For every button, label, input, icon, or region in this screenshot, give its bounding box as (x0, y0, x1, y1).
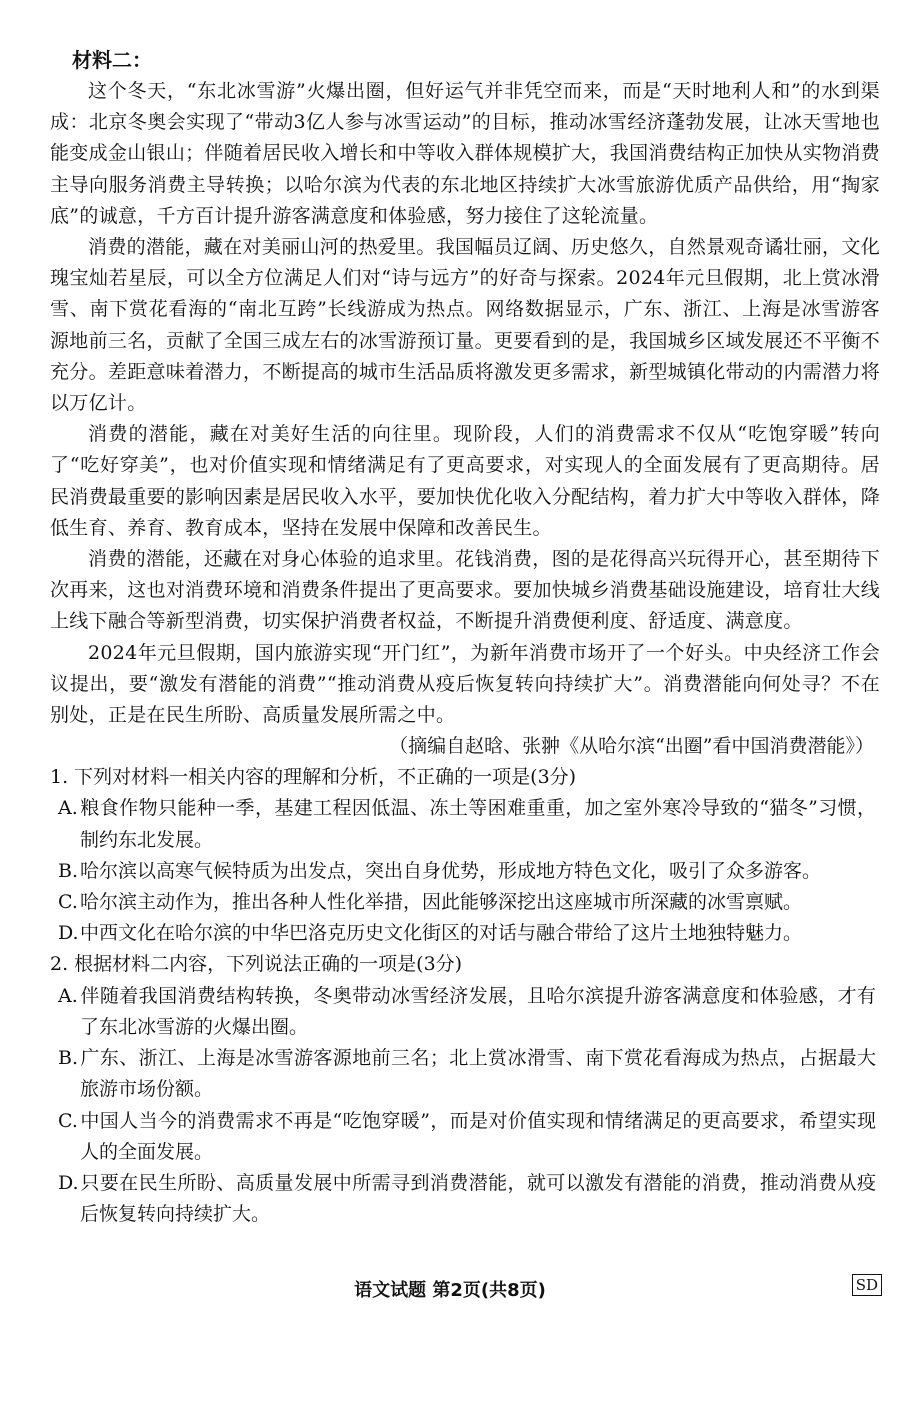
option-label: A. (58, 797, 78, 820)
option-label: A. (58, 984, 78, 1007)
question-1 (50, 762, 880, 949)
option-label: D. (58, 922, 79, 945)
option-b (50, 1043, 880, 1105)
material-source: （摘编自赵晗、张翀《从哈尔滨“出圈”看中国消费潜能》） (389, 735, 874, 758)
option-label: D. (58, 1171, 79, 1194)
option-text: 只要在民生所盼、高质量发展中所需寻到消费潜能，就可以激发有潜能的消费，推动消费从疫后恢复转向持续扩大。 (80, 1171, 876, 1226)
option-text: 粮食作物只能种一季，基建工程因低温、冻土等困难重重，加之室外寒冷导致的“猫冬”习惯，制约东北发展。 (80, 797, 876, 851)
option-text: 中西文化在哈尔滨的中华巴洛克历史文化街区的对话与融合带给了这片土地独特魅力。 (80, 922, 803, 945)
option-a (50, 981, 880, 1043)
material-paragraph-4: 消费的潜能，还藏在对身心体验的追求里。花钱消费，图的是花得高兴玩得开心，甚至期待下次再来，这也对消费环境和消费条件提出了更高要求。要加快城乡消费基础设施建设，培育壮大线上线下融合等新型消费，切实保护消费者权益，不断提升消费便利度、舒适度、满意度。 (50, 548, 880, 633)
option-d (50, 1168, 880, 1230)
option-a (50, 793, 880, 855)
option-label: C. (58, 891, 78, 914)
option-text: 伴随着我国消费结构转换，冬奥带动冰雪经济发展，且哈尔滨提升游客满意度和体验感，才有了东北冰雪游的火爆出圈。 (80, 984, 876, 1038)
edition-badge: SD (852, 1274, 882, 1296)
option-c (50, 887, 880, 918)
option-text: 哈尔滨主动作为，推出各种人性化举措，因此能够深挖出这座城市所深藏的冰雪禀赋。 (80, 891, 803, 914)
option-text: 哈尔滨以高寒气候特质为出发点，突出自身优势，形成地方特色文化，吸引了众多游客。 (80, 859, 822, 882)
material-paragraph-2: 消费的潜能，藏在对美丽山河的热爱里。我国幅员辽阔、历史悠久，自然景观奇谲壮丽，文化瑰宝灿若星辰，可以全方位满足人们对“诗与远方”的好奇与探索。2024年元旦假期，北上赏冰滑雪、南下赏花看海的“南北互跨”长线游成为热点。网络数据显示，广东、浙江、上海是冰雪游客源地前三名，贡献了全国三成左右的冰雪游预订量。更要看到的是，我国城乡区域发展还不平衡不充分。差距意味着潜力，不断提高的城市生活品质将激发更多需求，新型城镇化带动的内需潜力将以万亿计。 (50, 236, 880, 415)
material-paragraph-1: 这个冬天，“东北冰雪游”火爆出圈，但好运气并非凭空而来，而是“天时地利人和”的水到渠成：北京冬奥会实现了“带动3亿人参与冰雪运动”的目标，推动冰雪经济蓬勃发展，让冰天雪地也能变成金山银山；伴随着居民收入增长和中等收入群体规模扩大，我国消费结构正加快从实物消费主导向服务消费主导转换；以哈尔滨为代表的东北地区持续扩大冰雪旅游优质产品供给，用“掏家底”的诚意，千方百计提升游客满意度和体验感，努力接住了这轮流量。 (50, 80, 880, 227)
question-stem: 1. 下列对材料一相关内容的理解和分析，不正确的一项是(3分) (50, 766, 577, 789)
option-b (50, 856, 880, 887)
material-paragraph-3: 消费的潜能，藏在对美好生活的向往里。现阶段，人们的消费需求不仅从“吃饱穿暖”转向了“吃好穿美”，也对价值实现和情绪满足有了更高要求，对实现人的全面发展有了更高期待。居民消费最重要的影响因素是居民收入水平，要加快优化收入分配结构，着力扩大中等收入群体，降低生育、养育、教育成本，坚持在发展中保障和改善民生。 (50, 423, 880, 539)
option-d (50, 918, 880, 949)
question-2 (50, 949, 880, 1230)
material-paragraph-5: 2024年元旦假期，国内旅游实现“开门红”，为新年消费市场开了一个好头。中央经济工作会议提出，要“激发有潜能的消费”“推动消费从疫后恢复转向持续扩大”。消费潜能向何处寻？不在别处，正是在民生所盼、高质量发展所需之中。 (50, 641, 880, 727)
option-text: 中国人当今的消费需求不再是“吃饱穿暖”，而是对价值实现和情绪满足的更高要求，希望实现人的全面发展。 (80, 1109, 876, 1163)
option-label: B. (58, 1047, 79, 1070)
option-text: 广东、浙江、上海是冰雪游客源地前三名；北上赏冰滑雪、南下赏花看海成为热点，占据最大旅游市场份额。 (80, 1047, 876, 1101)
material-heading: 材料二： (72, 48, 152, 72)
page-footer: 语文试题 第2页(共8页) (354, 1280, 546, 1301)
option-label: B. (58, 859, 79, 882)
question-stem: 2. 根据材料二内容，下列说法正确的一项是(3分) (50, 953, 463, 976)
option-label: C. (58, 1109, 78, 1132)
option-c (50, 1106, 880, 1168)
